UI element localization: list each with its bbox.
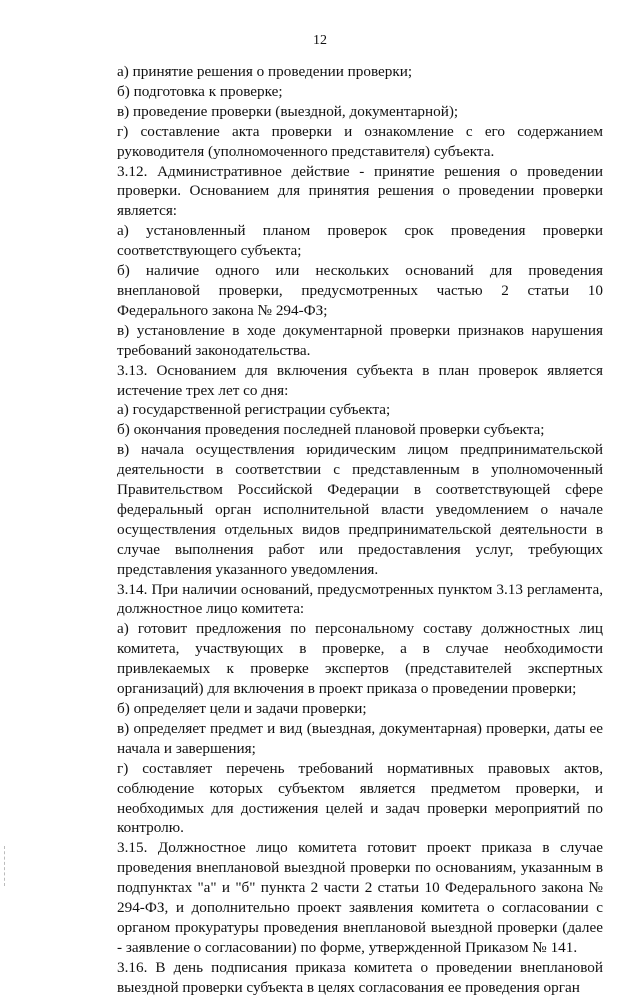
paragraph: б) определяет цели и задачи проверки; bbox=[117, 700, 367, 717]
paragraph: в) установление в ходе документарной проверки признаков нарушения требований законодательства. bbox=[117, 321, 603, 359]
paragraph: в) определяет предмет и вид (выездная, документарная) проверки, даты ее начала и завершения; bbox=[117, 719, 603, 757]
paragraph: 3.14. При наличии оснований, предусмотренных пунктом 3.13 регламента, должностное лицо комитета: bbox=[117, 580, 603, 618]
paragraph: 3.16. В день подписания приказа комитета о проведении внеплановой выездной проверки субъекта в целях согласования ее проведения орган bbox=[117, 958, 603, 996]
paragraph: а) принятие решения о проведении проверки; bbox=[117, 63, 413, 80]
paragraph: в) начала осуществления юридическим лицом предпринимательской деятельности в соответствии с представленным в уполномоченный Правительством Российской Федерации в соответствующей сфере федеральный орган исполнительной власти уведомлением о начале осуществления отдельных видов предпринимательской деятельности в случае выполнения работ или предоставления услуг, требующих представления указанного уведомления. bbox=[117, 441, 603, 578]
paragraph: 3.12. Административное действие - принятие решения о проведении проверки. Основанием для принятия решения о проведении проверки является: bbox=[117, 162, 603, 220]
paragraph: г) составляет перечень требований нормативных правовых актов, соблюдение которых субъектом является предметом проверки, и необходимых для достижения целей и задач проверки мероприятий по контролю. bbox=[117, 759, 603, 837]
paragraph: б) наличие одного или нескольких оснований для проведения внеплановой проверки, предусмотренных частью 2 статьи 10 Федерального закона № 294-ФЗ; bbox=[117, 262, 603, 319]
paragraph: а) установленный планом проверок срок проведения проверки соответствующего субъекта; bbox=[117, 222, 603, 260]
paragraph: б) окончания проведения последней плановой проверки субъекта; bbox=[117, 421, 545, 439]
paragraph: а) государственной регистрации субъекта; bbox=[117, 401, 391, 419]
paragraph: а) готовит предложения по персональному составу должностных лиц комитета, участвующих в проверке, а в случае необходимости привлекаемых к проверке экспертов (представителей экспертных организаций) для включения в проект приказа о проведении проверки; bbox=[117, 620, 603, 698]
scan-edge-mark bbox=[4, 846, 6, 886]
paragraph: г) составление акта проверки и ознакомление с его содержанием руководителя (уполномоченного представителя) субъекта. bbox=[117, 122, 603, 160]
paragraph: в) проведение проверки (выездной, документарной); bbox=[117, 102, 459, 120]
paragraph: 3.15. Должностное лицо комитета готовит проект приказа в случае проведения внеплановой выездной проверки по основаниям, указанным в подпунктах "а" и "б" пункта 2 части 2 статьи 10 Федерального закона № 294-ФЗ, и дополнительно проект заявления комитета о согласовании с органом прокуратуры проведения внеплановой выездной проверки (далее - заявление о согласовании) по форме, утвержденной Приказом № 141. bbox=[117, 839, 603, 956]
paragraph: 3.13. Основанием для включения субъекта в план проверок является истечение трех лет со дня: bbox=[117, 361, 603, 399]
page-number: 12 bbox=[313, 33, 327, 48]
document-body bbox=[117, 62, 603, 998]
paragraph: б) подготовка к проверке; bbox=[117, 82, 283, 100]
